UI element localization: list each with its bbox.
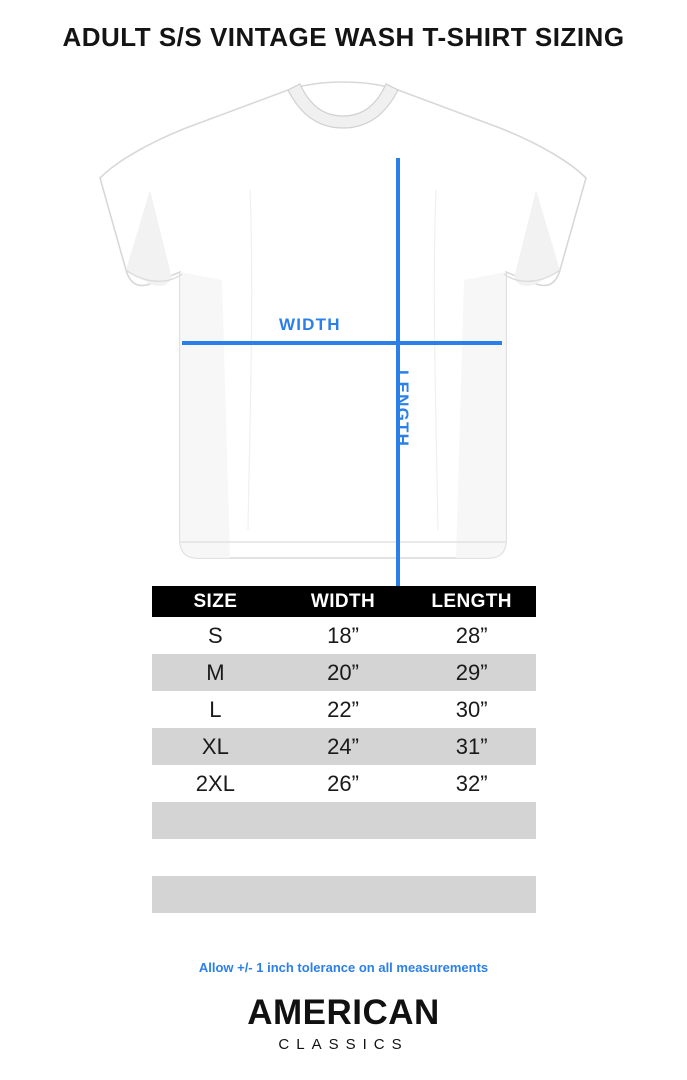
cell-width: 18” <box>279 617 408 654</box>
shirt-diagram <box>0 70 687 570</box>
cell-size: L <box>152 691 279 728</box>
cell-width: 24” <box>279 728 408 765</box>
table-row <box>152 691 536 728</box>
header-length: LENGTH <box>407 586 536 617</box>
cell-size: M <box>152 654 279 691</box>
length-label: LENGTH <box>393 370 412 448</box>
table-header-row <box>152 586 536 617</box>
cell-size <box>152 876 279 913</box>
cell-size: S <box>152 617 279 654</box>
cell-size <box>152 913 279 950</box>
cell-width <box>279 913 408 950</box>
cell-length: 31” <box>407 728 536 765</box>
table-row <box>152 654 536 691</box>
table-row <box>152 617 536 654</box>
size-table-container <box>152 586 536 950</box>
cell-length <box>407 913 536 950</box>
table-row <box>152 728 536 765</box>
cell-width <box>279 802 408 839</box>
cell-length: 29” <box>407 654 536 691</box>
width-measure-line <box>182 341 502 345</box>
cell-size: XL <box>152 728 279 765</box>
cell-length: 32” <box>407 765 536 802</box>
size-table <box>152 586 536 950</box>
cell-length <box>407 802 536 839</box>
table-row <box>152 802 536 839</box>
table-row <box>152 913 536 950</box>
width-label: WIDTH <box>279 315 341 334</box>
cell-length: 30” <box>407 691 536 728</box>
cell-length <box>407 876 536 913</box>
tolerance-note: Allow +/- 1 inch tolerance on all measurements <box>198 960 489 975</box>
cell-width <box>279 876 408 913</box>
brand-name: AMERICAN <box>247 993 440 1032</box>
header-size: SIZE <box>152 586 279 617</box>
cell-length: 28” <box>407 617 536 654</box>
page-title: ADULT S/S VINTAGE WASH T-SHIRT SIZING <box>62 22 625 52</box>
cell-width: 26” <box>279 765 408 802</box>
cell-size: 2XL <box>152 765 279 802</box>
table-row <box>152 876 536 913</box>
cell-length <box>407 839 536 876</box>
table-row <box>152 839 536 876</box>
cell-width: 20” <box>279 654 408 691</box>
cell-size <box>152 802 279 839</box>
brand-subtitle: CLASSICS <box>278 1036 409 1053</box>
table-row <box>152 765 536 802</box>
tshirt-illustration <box>0 70 687 570</box>
cell-width: 22” <box>279 691 408 728</box>
header-width: WIDTH <box>279 586 408 617</box>
cell-size <box>152 839 279 876</box>
cell-width <box>279 839 408 876</box>
